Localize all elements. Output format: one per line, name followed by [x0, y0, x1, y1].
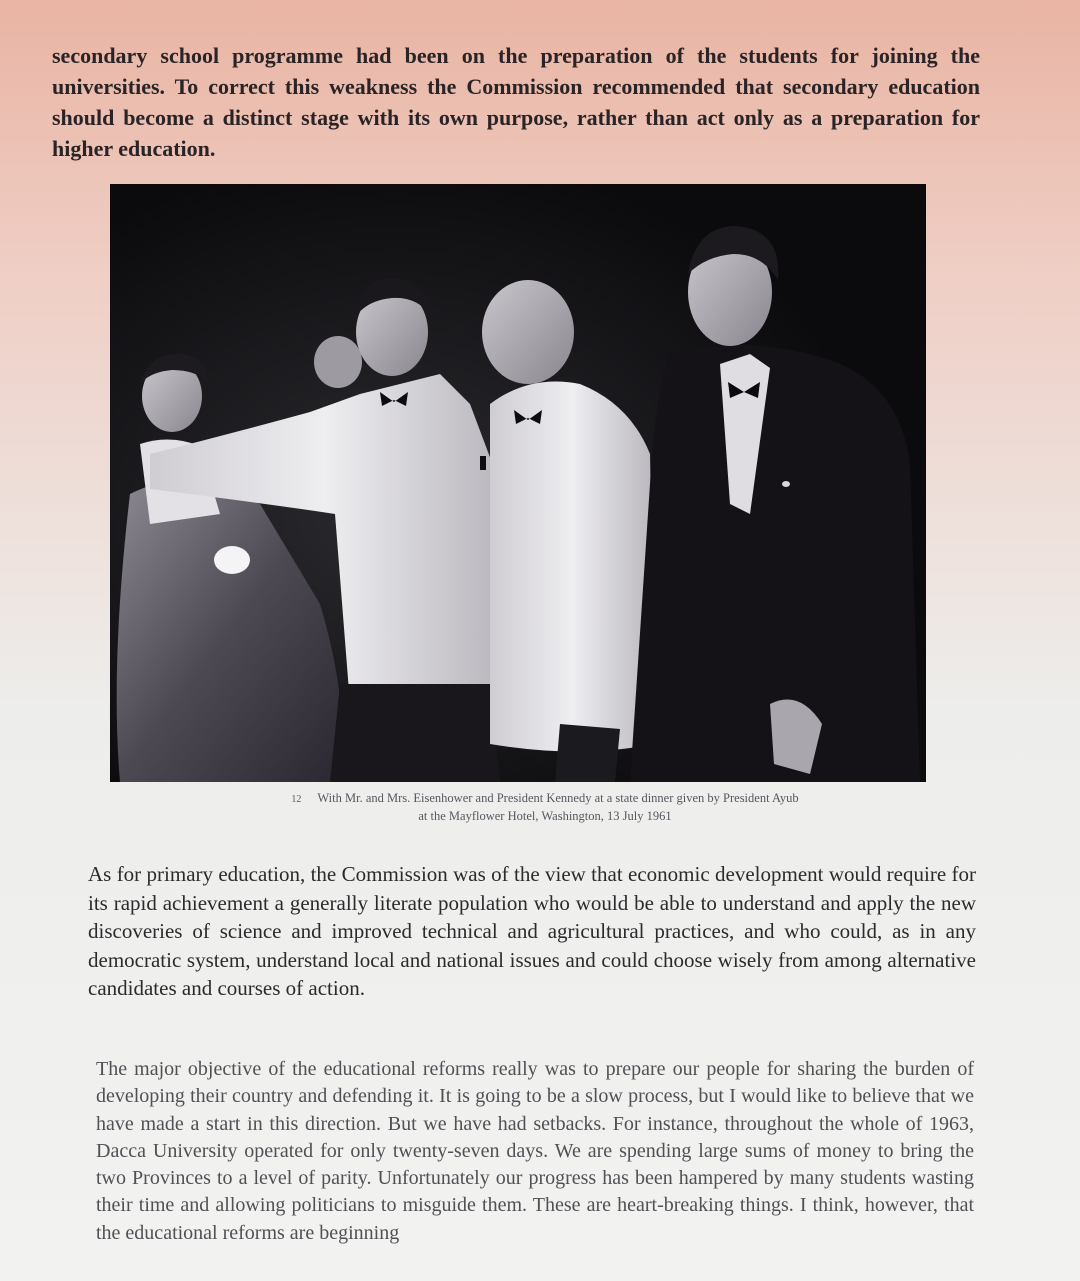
caption-line-1 [150, 790, 940, 808]
primary-education-paragraph: As for primary education, the Commission was of the view that economic development would require for its rapid achievement a generally literate population who would be able to understand and apply the new discoveries of science and improved technical and agricultural practices, and who could, as in any democratic system, understand local and national issues and could choose wisely from among alternative candidates and courses of action. [88, 862, 976, 1000]
objective-paragraph: The major objective of the educational reforms really was to prepare our people for sharing the burden of developing their country and defending it. It is going to be a slow process, but I would like to believe that we have made a start in this direction. But we have had setbacks. For instance, throughout the whole of 1963, Dacca University operated for only twenty-seven days. We are spending large sums of money to bring the two Provinces to a level of parity. Unfortunately our progress has been hampered by many students wasting their time and allowing politicians to misguide them. These are heart-breaking things. I think, however, that the educational reforms are beginning [96, 1058, 974, 1244]
photo-caption [150, 790, 940, 825]
figure-number: 12 [291, 794, 302, 805]
intro-paragraph: secondary school programme had been on the preparation of the students for joining the universities. To correct this weakness the Commission recommended that secondary education should become a distinct stage with its own purpose, rather than act only as a preparation for higher education. [52, 43, 980, 161]
caption-line-2: at the Mayflower Hotel, Washington, 13 July 1961 [418, 809, 672, 823]
caption-text-1: With Mr. and Mrs. Eisenhower and President Kennedy at a state dinner given by President Ayub [317, 791, 799, 805]
historical-photograph [110, 184, 926, 782]
